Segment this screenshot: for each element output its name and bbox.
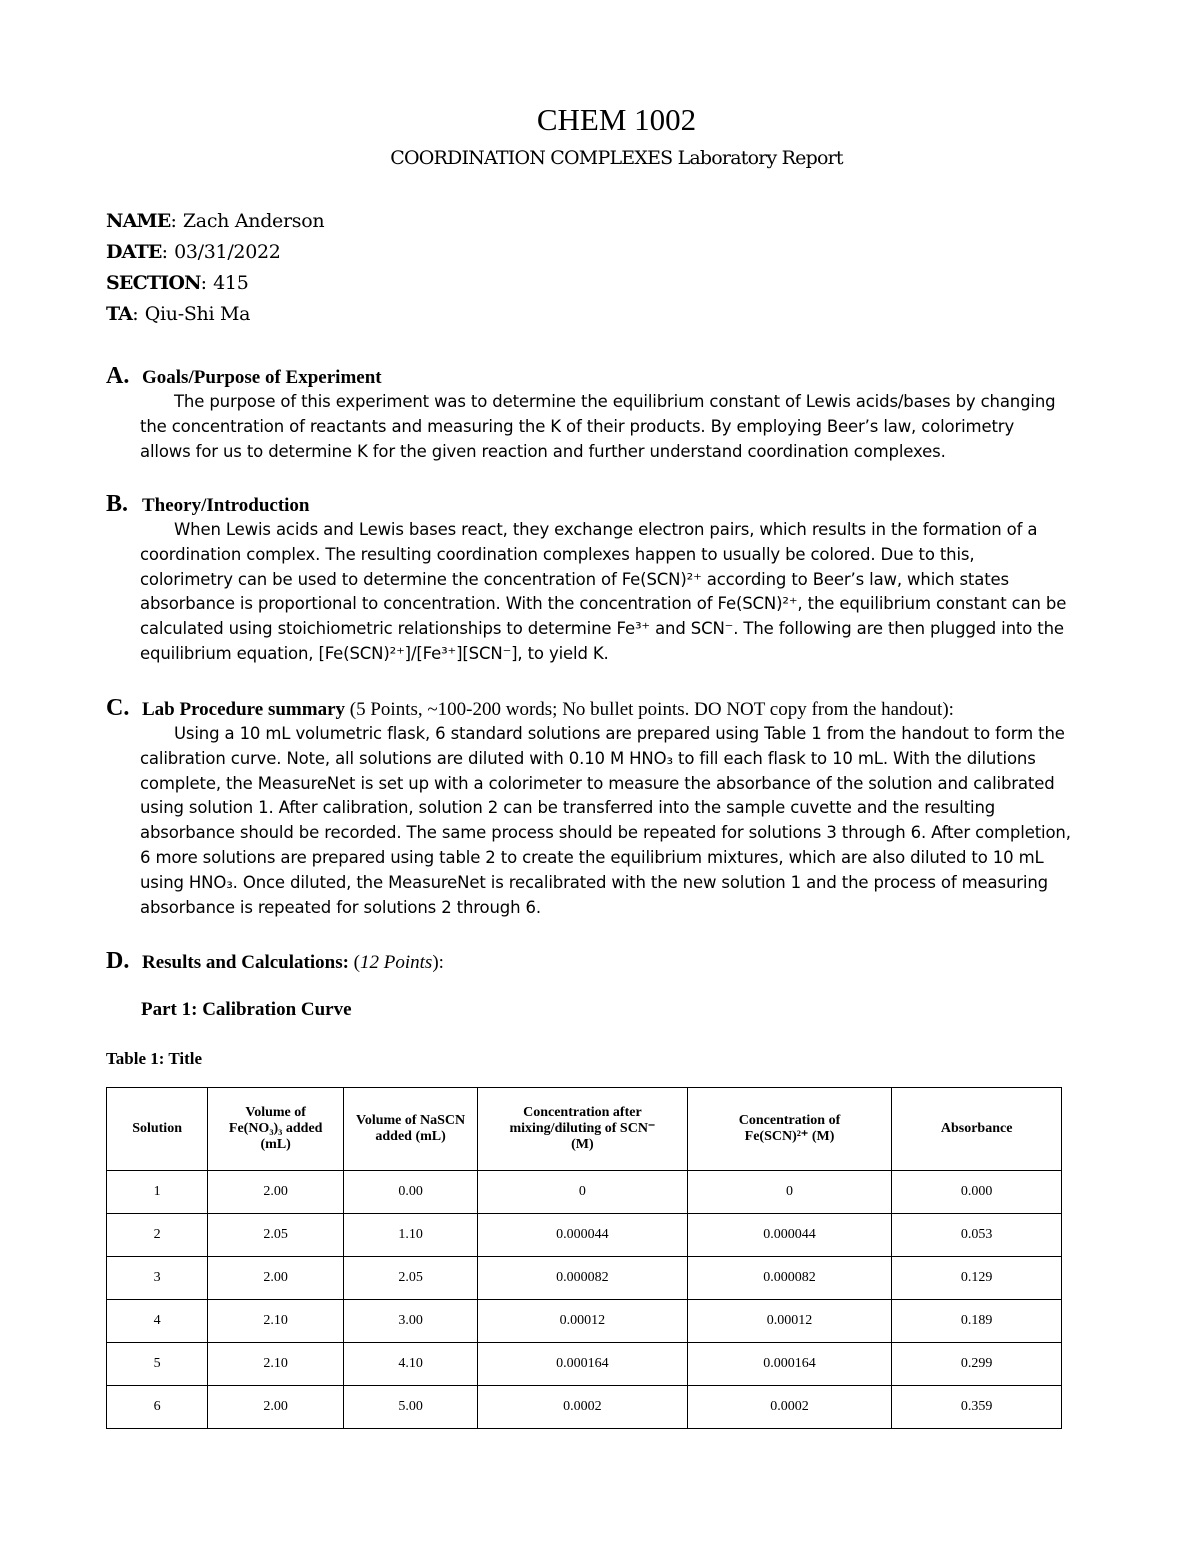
table-cell: 0.00012	[478, 1300, 688, 1343]
body-line: Using a 10 mL volumetric flask, 6 standard solutions are prepared using Table 1 from the handout to form the	[174, 724, 1065, 743]
table-cell: 2.10	[208, 1343, 344, 1386]
body-line: absorbance is proportional to concentration. With the concentration of Fe(SCN)²⁺, the equilibrium constant can be	[140, 594, 1067, 614]
table-cell: 0.00012	[687, 1300, 891, 1343]
table-cell: 0.189	[892, 1300, 1062, 1343]
table-row	[107, 1300, 1062, 1343]
table-cell: 2.10	[208, 1300, 344, 1343]
section-letter: A.	[106, 363, 130, 389]
section-title: Goals/Purpose of Experiment	[142, 367, 382, 388]
info-section: SECTION: 415	[106, 272, 249, 294]
info-value: 03/31/2022	[174, 241, 281, 263]
section-title: Lab Procedure summary	[142, 699, 346, 720]
table-cell: 0.359	[892, 1386, 1062, 1429]
column-header: Concentration of Fe(SCN)²⁺ (M)	[687, 1088, 891, 1171]
body-line: calibration curve. Note, all solutions are diluted with 0.10 M HNO₃ to fill each flask to 10 mL. With the dilutions	[140, 748, 1036, 768]
section-letter: B.	[106, 491, 129, 517]
info-label: SECTION	[106, 272, 201, 294]
table-cell: 0.0002	[687, 1386, 891, 1429]
info-label: DATE	[106, 241, 162, 263]
info-date: DATE: 03/31/2022	[106, 241, 281, 263]
table-cell: 0.00	[344, 1171, 478, 1214]
body-line: The purpose of this experiment was to determine the equilibrium constant of Lewis acids/bases by changing	[174, 392, 1056, 411]
table-cell: 0	[478, 1171, 688, 1214]
table-cell: 0.299	[892, 1343, 1062, 1386]
table-cell: 0.000164	[687, 1343, 891, 1386]
info-value: Zach Anderson	[182, 210, 325, 232]
section-letter: D.	[106, 948, 130, 974]
body-line: 6 more solutions are prepared using table 2 to create the equilibrium mixtures, which are also diluted to 10 mL	[140, 847, 1044, 867]
course-title: CHEM 1002	[536, 102, 697, 137]
info-value: Qiu-Shi Ma	[144, 303, 251, 325]
section-heading	[106, 492, 1136, 518]
column-header: Volume of Fe(NO₃)₃ added (mL)	[208, 1088, 344, 1171]
body-line: using HNO₃. Once diluted, the MeasureNet is recalibrated with the new solution 1 and the process of measuring	[140, 872, 1048, 892]
body-line: absorbance is repeated for solutions 2 through 6.	[140, 897, 541, 917]
part-heading: Part 1: Calibration Curve	[141, 999, 352, 1020]
body-line: using solution 1. After calibration, solution 2 can be transferred into the sample cuvette and the resulting	[140, 798, 996, 818]
info-ta: TA: Qiu-Shi Ma	[106, 303, 251, 325]
table-cell: 6	[107, 1386, 208, 1429]
table-cell: 2	[107, 1214, 208, 1257]
report-subtitle: COORDINATION COMPLEXES Laboratory Report	[390, 147, 843, 169]
section-letter: C.	[106, 695, 130, 721]
section-body	[106, 518, 1136, 667]
section-title: Theory/Introduction	[142, 495, 310, 516]
table-header-row	[107, 1088, 1062, 1171]
table-cell: 2.05	[344, 1257, 478, 1300]
table-cell: 0.000082	[478, 1257, 688, 1300]
table-cell: 2.00	[208, 1386, 344, 1429]
table-cell: 2.05	[208, 1214, 344, 1257]
table-cell: 0.000044	[478, 1214, 688, 1257]
section-heading	[106, 364, 1136, 390]
section-goals	[106, 364, 1136, 464]
table-cell: 3.00	[344, 1300, 478, 1343]
section-procedure	[106, 696, 1136, 920]
info-name: NAME: Zach Anderson	[106, 210, 325, 232]
table-cell: 0	[687, 1171, 891, 1214]
table-cell: 4.10	[344, 1343, 478, 1386]
table-cell: 1	[107, 1171, 208, 1214]
table-cell: 2.00	[208, 1171, 344, 1214]
table-cell: 0.000164	[478, 1343, 688, 1386]
section-heading	[106, 696, 1136, 722]
body-line: allows for us to determine K for the given reaction and further understand coordination complexes.	[140, 441, 946, 461]
table-title: Table 1: Title	[106, 1049, 203, 1068]
info-label: NAME	[106, 210, 171, 232]
section-heading: D. Results and Calculations: (12 Points):	[106, 948, 444, 974]
body-line: absorbance should be recorded. The same process should be repeated for solutions 3 through 6. After completion,	[140, 823, 1071, 843]
body-line: the concentration of reactants and measuring the K of their products. By employing Beer’s law, colorimetry	[140, 416, 1015, 436]
table-cell: 0.0002	[478, 1386, 688, 1429]
table-cell: 0.000082	[687, 1257, 891, 1300]
body-line: coordination complex. The resulting coordination complexes happen to usually be colored. Due to this,	[140, 544, 975, 564]
section-results	[106, 949, 1136, 975]
table-cell: 1.10	[344, 1214, 478, 1257]
table-cell: 0.129	[892, 1257, 1062, 1300]
body-line: equilibrium equation, [Fe(SCN)²⁺]/[Fe³⁺][SCN⁻], to yield K.	[140, 643, 609, 663]
body-line: colorimetry can be used to determine the concentration of Fe(SCN)²⁺ according to Beer’s law, which states	[140, 569, 1009, 589]
table-cell: 0.000044	[687, 1214, 891, 1257]
table-row	[107, 1171, 1062, 1214]
section-title: Results and Calculations:	[142, 952, 349, 973]
table-row	[107, 1386, 1062, 1429]
calibration-table	[106, 1087, 1062, 1429]
section-body	[106, 722, 1136, 920]
info-value: 415	[213, 272, 249, 294]
table-cell: 5.00	[344, 1386, 478, 1429]
table-row	[107, 1343, 1062, 1386]
body-line: complete, the MeasureNet is set up with a colorimeter to measure the absorbance of the solution and calibrated	[140, 773, 1055, 793]
column-header: Volume of NaSCN added (mL)	[344, 1088, 478, 1171]
table-cell: 0.000	[892, 1171, 1062, 1214]
table-row	[107, 1257, 1062, 1300]
section-body	[106, 390, 1136, 464]
table-cell: 3	[107, 1257, 208, 1300]
column-header: Solution	[107, 1088, 208, 1171]
section-theory	[106, 492, 1136, 667]
body-line: When Lewis acids and Lewis bases react, they exchange electron pairs, which results in the formation of a	[174, 520, 1038, 539]
section-note: (5 Points, ~100-200 words; No bullet points. DO NOT copy from the handout):	[345, 699, 954, 720]
table-cell: 2.00	[208, 1257, 344, 1300]
table-row	[107, 1214, 1062, 1257]
table-cell: 5	[107, 1343, 208, 1386]
table-cell: 4	[107, 1300, 208, 1343]
info-label: TA	[106, 303, 133, 325]
points-note: 12 Points	[360, 952, 433, 973]
body-line: calculated using stoichiometric relationships to determine Fe³⁺ and SCN⁻. The following are then plugged into the	[140, 619, 1064, 639]
table-cell: 0.053	[892, 1214, 1062, 1257]
column-header: Absorbance	[892, 1088, 1062, 1171]
student-info	[106, 205, 324, 329]
column-header: Concentration after mixing/diluting of SCN⁻ (M)	[478, 1088, 688, 1171]
